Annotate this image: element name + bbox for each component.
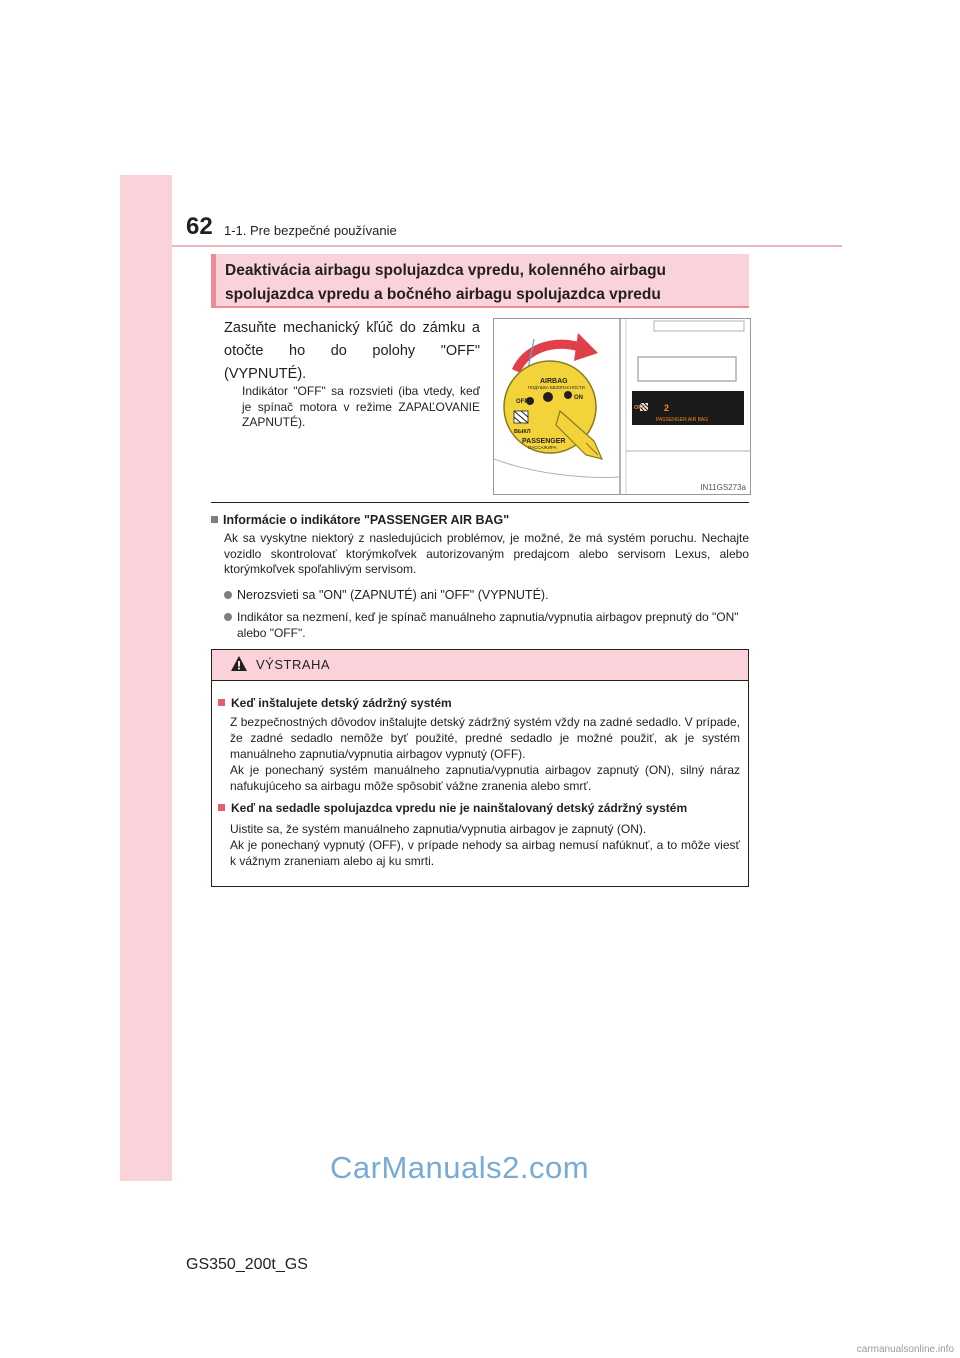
list-item: Indikátor sa nezmení, keď je spínač manuálneho zapnutia/vypnutia airbagov prepnutý do "ON" alebo "OFF".	[224, 610, 749, 641]
info-heading: Informácie o indikátore "PASSENGER AIR BAG"	[211, 513, 509, 527]
corner-watermark: carmanualsonline.info	[856, 1344, 954, 1355]
chapter-title: 1-1. Pre bezpečné používanie	[224, 223, 397, 238]
model-code: GS350_200t_GS	[186, 1256, 308, 1273]
indicator-label: PASSENGER AIR BAG	[656, 417, 709, 423]
divider	[211, 502, 749, 503]
figure-code: IN11GS273a	[700, 483, 746, 492]
switch-label-on: ON	[574, 395, 583, 401]
airbag-switch-illustration	[494, 319, 750, 494]
svg-text:2: 2	[664, 403, 670, 413]
indicator-off-text: OFF	[634, 405, 645, 411]
warning-item-heading: Keď na sedadle spolujazdca vpredu nie je nainštalovaný detský zádržný systém	[218, 801, 687, 815]
airbag-switch-figure	[493, 318, 751, 495]
round-bullet-icon	[224, 591, 232, 599]
switch-label-airbag-ru: ПОДУШКА БЕЗОПАСНОСТИ	[528, 385, 585, 390]
switch-label-airbag: AIRBAG	[540, 378, 568, 385]
header-rule	[172, 245, 842, 247]
watermark: CarManuals2.com	[330, 1150, 590, 1185]
warning-title: VÝSTRAHA	[256, 657, 331, 672]
warning-item-body: Z bezpečnostných dôvodov inštalujte detský zádržný systém vždy na zadné sedadlo. V prípade, že zadné sedadlo nemôže byť použité, predné sedadlo je možné použiť, ak je systém manuálneho zapnutia/vypnutia airbagov vypnutý (OFF). Ak je ponechaný systém manuálneho zapnutia/vypnutia airbagov zapnutý (ON), silný náraz nafukujúceho sa airbagu môže spôsobiť vážne zranenia alebo smrť.	[230, 715, 740, 793]
round-bullet-icon	[224, 613, 232, 621]
square-bullet-icon	[218, 804, 225, 811]
info-body: Ak sa vyskytne niektorý z nasledujúcich problémov, je možné, že má systém poruchu. Nechajte vozidlo skontrolovať ktorýmkoľvek autorizovaným predajcom alebo servisom Lexus, alebo ktorýmkoľvek spoľahlivým servisom.	[224, 531, 749, 576]
instruction-text: Zasuňte mechanický kľúč do zámku a otočte ho do polohy "OFF" (VYPNUTÉ).	[224, 320, 480, 382]
warning-item-body: Uistite sa, že systém manuálneho zapnutia/vypnutia airbagov je zapnutý (ON). Ak je ponechaný vypnutý (OFF), v prípade nehody sa airbag nemusí nafúknuť, a to môže viesť k vážnym zraneniam alebo aj ku smrti.	[230, 822, 740, 868]
section-title: Deaktivácia airbagu spolujazdca vpredu, kolenného airbagu spolujazdca vpredu a bočného airbagu spolujazdca vpredu	[211, 254, 749, 308]
warning-item-heading: Keď inštalujete detský zádržný systém	[218, 696, 452, 710]
instruction-note: Indikátor "OFF" sa rozsvieti (iba vtedy, keď je spínač motora v režime ZAPAĽOVANIE ZAPNUTÉ).	[242, 384, 480, 429]
square-bullet-icon	[211, 516, 218, 523]
warning-header	[212, 650, 748, 681]
switch-label-off-ru: ВЫКЛ	[514, 429, 531, 435]
switch-label-passenger-ru: ПАССАЖИРА	[528, 445, 557, 450]
list-item: Nerozsvieti sa "ON" (ZAPNUTÉ) ani "OFF" (VYPNUTÉ).	[224, 588, 749, 604]
warning-triangle-icon	[230, 655, 248, 673]
chapter-sidebar-tab	[120, 175, 172, 1181]
page-number: 62	[186, 213, 213, 240]
square-bullet-icon	[218, 699, 225, 706]
warning-box	[211, 649, 749, 887]
switch-label-off: OFF	[516, 399, 528, 405]
switch-label-passenger: PASSENGER	[522, 438, 566, 445]
